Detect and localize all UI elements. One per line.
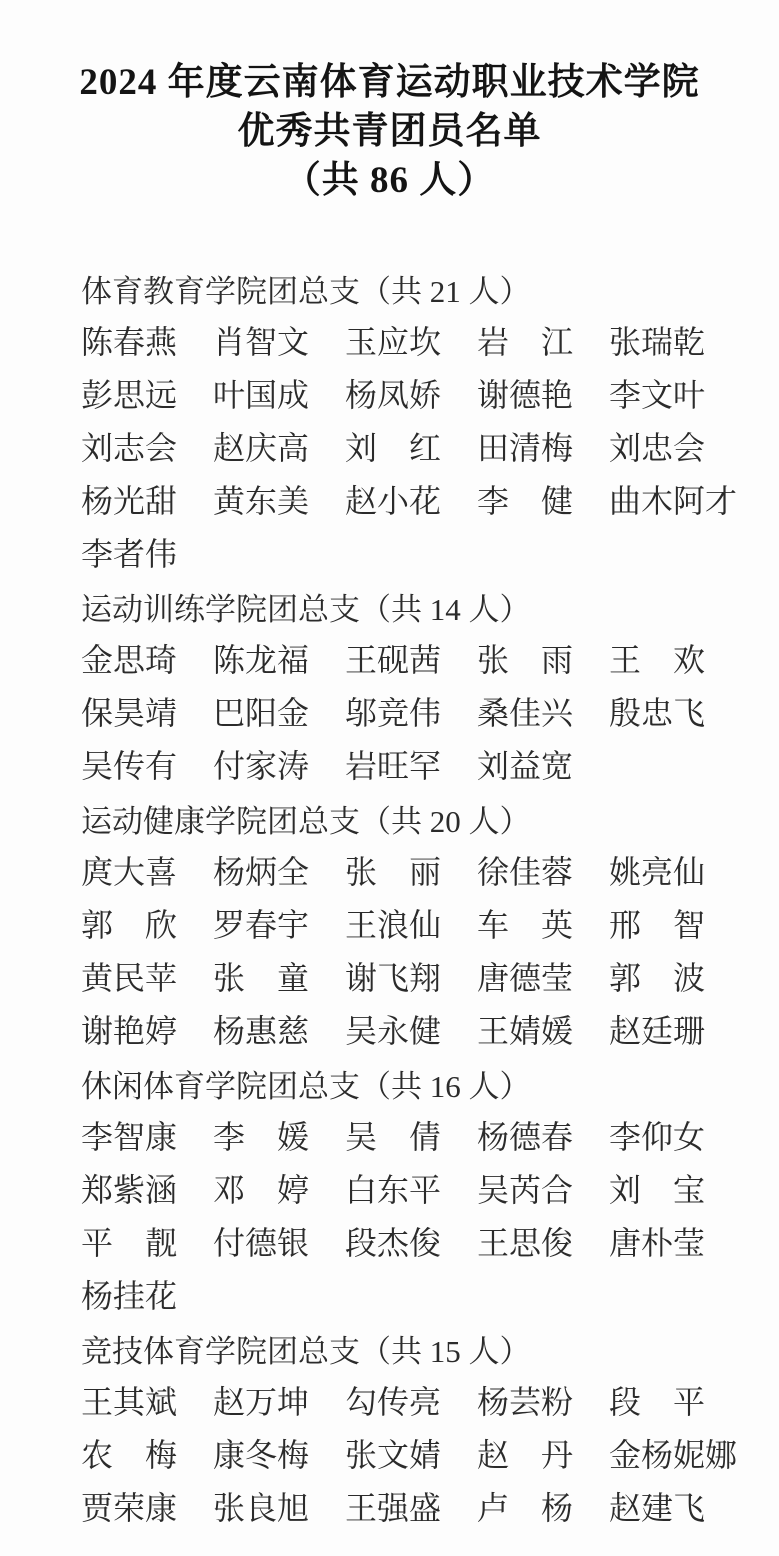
member-name: 张文婧 bbox=[345, 1436, 442, 1473]
member-name: 黄东美 bbox=[213, 482, 310, 519]
member-name: 李智康 bbox=[81, 1118, 178, 1155]
name-row bbox=[81, 1163, 749, 1216]
member-name: 李者伟 bbox=[81, 535, 178, 572]
name-row bbox=[81, 686, 749, 739]
member-name: 唐朴莹 bbox=[609, 1224, 706, 1261]
member-name: 叶国成 bbox=[213, 376, 310, 413]
name-row bbox=[81, 951, 749, 1004]
name-row bbox=[81, 739, 749, 792]
member-name: 杨芸粉 bbox=[477, 1383, 574, 1420]
name-row bbox=[81, 1375, 749, 1428]
member-name: 杨凤娇 bbox=[345, 376, 442, 413]
member-name: 王砚茜 bbox=[345, 641, 442, 678]
member-name: 付家涛 bbox=[213, 747, 310, 784]
member-name: 岩 江 bbox=[477, 323, 574, 360]
member-name: 桑佳兴 bbox=[477, 694, 574, 731]
name-row bbox=[81, 1481, 749, 1534]
section-header: 运动训练学院团总支（共 14 人） bbox=[81, 592, 531, 627]
member-name: 罗春宇 bbox=[213, 906, 310, 943]
member-name: 张良旭 bbox=[213, 1489, 310, 1526]
name-row bbox=[81, 527, 749, 580]
member-name: 李 健 bbox=[477, 482, 574, 519]
member-name: 王浪仙 bbox=[345, 906, 442, 943]
member-name: 农 梅 bbox=[81, 1436, 178, 1473]
name-row bbox=[81, 633, 749, 686]
member-name: 黄民苹 bbox=[81, 959, 178, 996]
member-name: 赵廷珊 bbox=[609, 1012, 706, 1049]
member-name: 李 媛 bbox=[213, 1118, 310, 1155]
member-name: 王其斌 bbox=[81, 1383, 178, 1420]
title-line-1: 2024 年度云南体育运动职业技术学院 bbox=[79, 62, 700, 103]
member-name: 赵建飞 bbox=[609, 1489, 706, 1526]
member-name: 李文叶 bbox=[609, 376, 706, 413]
member-name: 段 平 bbox=[609, 1383, 706, 1420]
member-name: 车 英 bbox=[477, 906, 574, 943]
member-name: 张瑞乾 bbox=[609, 323, 706, 360]
member-name: 杨光甜 bbox=[81, 482, 178, 519]
member-name: 金杨妮娜 bbox=[609, 1436, 738, 1473]
name-row bbox=[81, 1110, 749, 1163]
member-name: 杨挂花 bbox=[81, 1277, 178, 1314]
member-name: 段杰俊 bbox=[345, 1224, 442, 1261]
member-name: 杨惠慈 bbox=[213, 1012, 310, 1049]
member-name: 田清梅 bbox=[477, 429, 574, 466]
member-name: 金思琦 bbox=[81, 641, 178, 678]
member-name: 庹大喜 bbox=[81, 853, 178, 890]
member-name: 殷忠飞 bbox=[609, 694, 706, 731]
name-row bbox=[81, 1269, 749, 1322]
member-name: 谢德艳 bbox=[477, 376, 574, 413]
member-name: 白东平 bbox=[345, 1171, 442, 1208]
member-name: 郑紫涵 bbox=[81, 1171, 178, 1208]
member-name: 吴 倩 bbox=[345, 1118, 442, 1155]
member-name: 邢 智 bbox=[609, 906, 706, 943]
name-row bbox=[81, 315, 749, 368]
member-name: 郭 欣 bbox=[81, 906, 178, 943]
title-line-3: （共 86 人） bbox=[283, 160, 496, 201]
member-name: 彭思远 bbox=[81, 376, 178, 413]
member-name: 保昊靖 bbox=[81, 694, 178, 731]
member-name: 刘忠会 bbox=[609, 429, 706, 466]
member-name: 王婧媛 bbox=[477, 1012, 574, 1049]
member-name: 赵庆高 bbox=[213, 429, 310, 466]
name-row bbox=[81, 474, 749, 527]
member-name: 王 欢 bbox=[609, 641, 706, 678]
member-name: 王思俊 bbox=[477, 1224, 574, 1261]
member-name: 陈龙福 bbox=[213, 641, 310, 678]
name-row bbox=[81, 368, 749, 421]
title-line-2: 优秀共青团员名单 bbox=[237, 111, 542, 152]
member-name: 唐德莹 bbox=[477, 959, 574, 996]
member-name: 张 丽 bbox=[345, 853, 442, 890]
member-name: 李仰女 bbox=[609, 1118, 706, 1155]
member-name: 杨德春 bbox=[477, 1118, 574, 1155]
member-name: 付德银 bbox=[213, 1224, 310, 1261]
member-name: 刘 红 bbox=[345, 429, 442, 466]
member-name: 巴阳金 bbox=[213, 694, 310, 731]
member-name: 勾传亮 bbox=[345, 1383, 442, 1420]
document-title bbox=[0, 0, 779, 205]
member-name: 岩旺罕 bbox=[345, 747, 442, 784]
member-name: 吴传有 bbox=[81, 747, 178, 784]
member-name: 徐佳蓉 bbox=[477, 853, 574, 890]
member-name: 杨炳全 bbox=[213, 853, 310, 890]
member-name: 邓 婷 bbox=[213, 1171, 310, 1208]
member-list bbox=[0, 262, 779, 1534]
member-name: 陈春燕 bbox=[81, 323, 178, 360]
name-row bbox=[81, 898, 749, 951]
member-name: 刘志会 bbox=[81, 429, 178, 466]
name-row bbox=[81, 1428, 749, 1481]
member-name: 平 靓 bbox=[81, 1224, 178, 1261]
member-name: 姚亮仙 bbox=[609, 853, 706, 890]
member-name: 谢飞翔 bbox=[345, 959, 442, 996]
name-row bbox=[81, 1216, 749, 1269]
section-header: 运动健康学院团总支（共 20 人） bbox=[81, 804, 531, 839]
member-name: 康冬梅 bbox=[213, 1436, 310, 1473]
name-row bbox=[81, 1004, 749, 1057]
member-name: 刘益宽 bbox=[477, 747, 574, 784]
section-header: 竞技体育学院团总支（共 15 人） bbox=[81, 1334, 531, 1369]
section-header: 休闲体育学院团总支（共 16 人） bbox=[81, 1069, 531, 1104]
member-name: 吴芮合 bbox=[477, 1171, 574, 1208]
name-row bbox=[81, 421, 749, 474]
name-row bbox=[81, 845, 749, 898]
section-header: 体育教育学院团总支（共 21 人） bbox=[81, 274, 531, 309]
member-name: 赵万坤 bbox=[213, 1383, 310, 1420]
member-name: 赵 丹 bbox=[477, 1436, 574, 1473]
member-name: 玉应坎 bbox=[345, 323, 442, 360]
member-name: 王强盛 bbox=[345, 1489, 442, 1526]
member-name: 曲木阿才 bbox=[609, 482, 738, 519]
member-name: 吴永健 bbox=[345, 1012, 442, 1049]
member-name: 卢 杨 bbox=[477, 1489, 574, 1526]
member-name: 谢艳婷 bbox=[81, 1012, 178, 1049]
member-name: 张 童 bbox=[213, 959, 310, 996]
member-name: 邬竞伟 bbox=[345, 694, 442, 731]
member-name: 郭 波 bbox=[609, 959, 706, 996]
member-name: 贾荣康 bbox=[81, 1489, 178, 1526]
member-name: 肖智文 bbox=[213, 323, 310, 360]
member-name: 赵小花 bbox=[345, 482, 442, 519]
member-name: 张 雨 bbox=[477, 641, 574, 678]
member-name: 刘 宝 bbox=[609, 1171, 706, 1208]
